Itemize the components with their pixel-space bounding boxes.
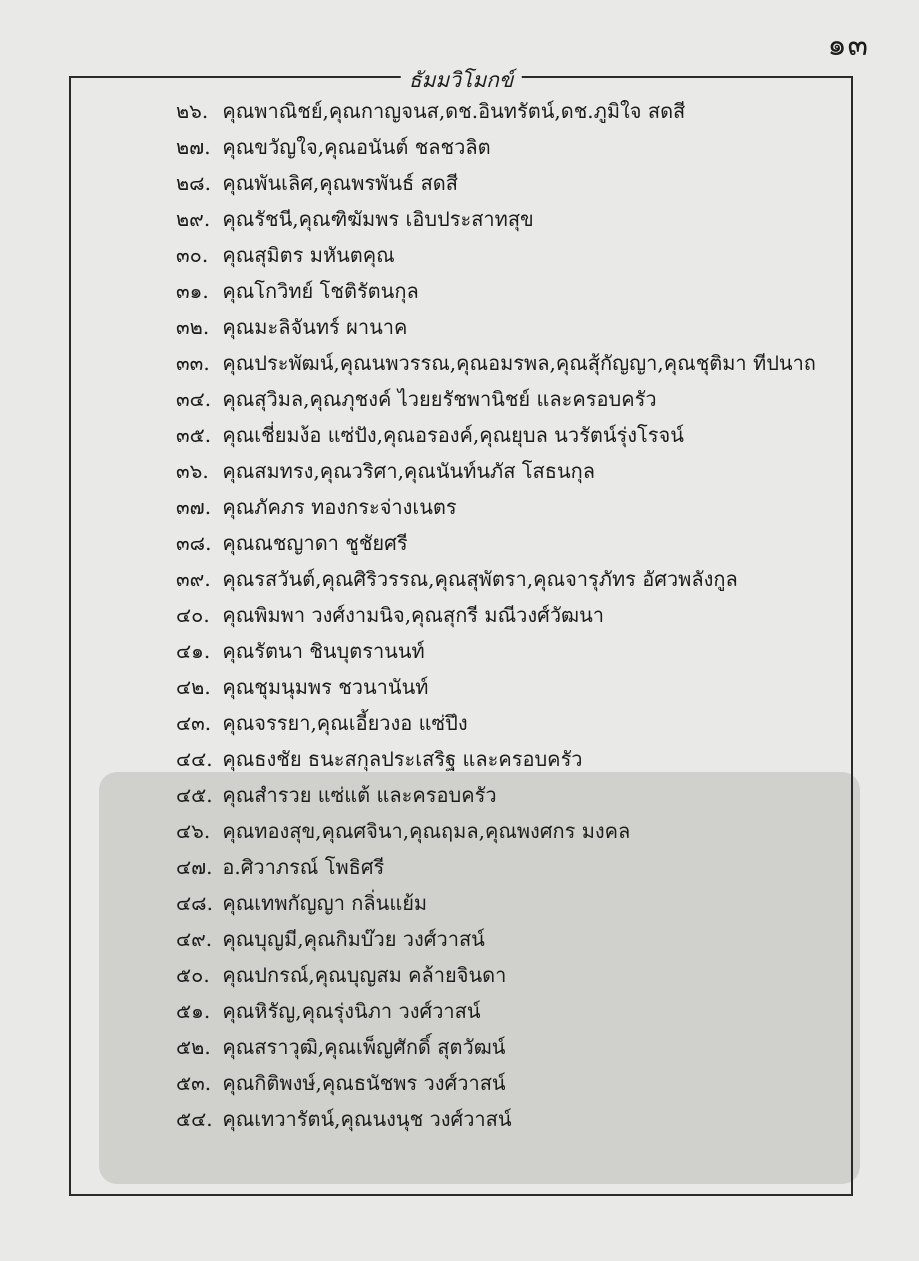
- list-item: [176, 1065, 816, 1101]
- list-item: [176, 93, 816, 129]
- item-names: คุณณชญาดา ชูชัยศรี: [222, 531, 408, 555]
- item-names: คุณรัชนี,คุณฑิฆัมพร เอิบประสาทสุข: [222, 207, 534, 231]
- item-number: ๓๘.: [176, 531, 212, 555]
- list-item: [176, 345, 816, 381]
- list-item: [176, 273, 816, 309]
- item-names: คุณสำรวย แซ่แต้ และครอบครัว: [222, 783, 497, 807]
- item-names: คุณปกรณ์,คุณบุญสม คล้ายจินดา: [222, 963, 507, 987]
- item-names: คุณบุญมี,คุณกิมบ๊วย วงศ์วาสน์: [222, 927, 485, 951]
- item-number: ๕๓.: [176, 1071, 212, 1095]
- item-number: ๔๐.: [176, 603, 210, 627]
- item-names: คุณมะลิจันทร์ ผานาค: [222, 315, 408, 339]
- item-names: คุณพันเลิศ,คุณพรพันธ์ สดสี: [222, 171, 458, 195]
- item-number: ๒๗.: [176, 135, 211, 159]
- list-item: [176, 597, 816, 633]
- item-names: คุณหิรัญ,คุณรุ่งนิภา วงศ์วาสน์: [222, 999, 481, 1023]
- item-number: ๓๔.: [176, 387, 212, 411]
- item-number: ๔๕.: [176, 783, 213, 807]
- item-names: คุณภัคภร ทองกระจ่างเนตร: [222, 495, 457, 519]
- list-item: [176, 309, 816, 345]
- list-item: [176, 381, 816, 417]
- list-item: [176, 633, 816, 669]
- list-item: [176, 741, 816, 777]
- list-item: [176, 237, 816, 273]
- list-item: [176, 921, 816, 957]
- item-number: ๕๐.: [176, 963, 210, 987]
- header-title: ธัมมวิโมกข์: [401, 64, 522, 97]
- list-item: [176, 453, 816, 489]
- list-item: [176, 561, 816, 597]
- list-item: [176, 813, 816, 849]
- page-number: ๑๓: [827, 28, 869, 63]
- item-names: คุณประพัฒน์,คุณนพวรรณ,คุณอมรพล,คุณสุ้กัญญา,คุณชุติมา ทีปนาถ: [222, 351, 816, 375]
- item-number: ๔๗.: [176, 855, 213, 879]
- item-names: คุณเทวารัตน์,คุณนงนุช วงศ์วาสน์: [222, 1107, 512, 1131]
- item-number: ๔๙.: [176, 927, 213, 951]
- list-item: [176, 777, 816, 813]
- item-number: ๒๙.: [176, 207, 211, 231]
- item-number: ๓๕.: [176, 423, 212, 447]
- item-number: ๓๐.: [176, 243, 209, 267]
- list-item: [176, 705, 816, 741]
- list-item: [176, 165, 816, 201]
- item-names: คุณจรรยา,คุณเอี้ยวงอ แซ่ปึง: [222, 711, 468, 735]
- list-item: [176, 885, 816, 921]
- list-item: [176, 849, 816, 885]
- list-item: [176, 957, 816, 993]
- item-number: ๔๔.: [176, 747, 213, 771]
- item-number: ๒๖.: [176, 99, 209, 123]
- list-item: [176, 417, 816, 453]
- item-number: ๕๔.: [176, 1107, 213, 1131]
- item-number: ๔๖.: [176, 819, 211, 843]
- item-names: คุณสมทรง,คุณวริศา,คุณนันท์นภัส โสธนกุล: [222, 459, 595, 483]
- item-number: ๔๑.: [176, 639, 211, 663]
- item-names: คุณขวัญใจ,คุณอนันต์ ชลชวลิต: [222, 135, 491, 159]
- item-number: ๕๑.: [176, 999, 211, 1023]
- item-number: ๓๗.: [176, 495, 212, 519]
- list-item: [176, 1029, 816, 1065]
- list-item: [176, 129, 816, 165]
- item-names: คุณสราวุฒิ,คุณเพ็ญศักดิ์ สุตวัฒน์: [222, 1035, 506, 1059]
- item-names: คุณทองสุข,คุณศจินา,คุณฤมล,คุณพงศกร มงคล: [222, 819, 631, 843]
- item-names: อ.ศิวาภรณ์ โพธิศรี: [222, 855, 385, 879]
- item-number: ๔๘.: [176, 891, 213, 915]
- item-names: คุณพิมพา วงศ์งามนิจ,คุณสุกรี มณีวงศ์วัฒนา: [222, 603, 605, 627]
- list-item: [176, 201, 816, 237]
- list-item: [176, 525, 816, 561]
- item-number: ๓๒.: [176, 315, 210, 339]
- item-names: คุณเทพกัญญา กลิ่นแย้ม: [222, 891, 428, 915]
- item-names: คุณเชี่ยมง้อ แซ่ปัง,คุณอรองค์,คุณยุบล นวรัตน์รุ่งโรจน์: [222, 423, 684, 447]
- item-names: คุณสุมิตร มหันตคุณ: [222, 243, 395, 267]
- list-item: [176, 993, 816, 1029]
- item-number: ๓๙.: [176, 567, 211, 591]
- item-number: ๔๒.: [176, 675, 211, 699]
- list-item: [176, 1101, 816, 1137]
- item-names: คุณโกวิทย์ โชติรัตนกุล: [222, 279, 419, 303]
- item-number: ๔๓.: [176, 711, 212, 735]
- item-number: ๓๑.: [176, 279, 209, 303]
- item-names: คุณรัตนา ชินบุตรานนท์: [222, 639, 425, 663]
- item-number: ๓๓.: [176, 351, 210, 375]
- item-names: คุณรสวันต์,คุณศิริวรรณ,คุณสุพัตรา,คุณจารุภัทร อัศวพลังกูล: [222, 567, 738, 591]
- item-names: คุณพาณิชย์,คุณกาญจนส,ดช.อินทรัตน์,ดช.ภูมิใจ สดสี: [222, 99, 686, 123]
- item-names: คุณชุมนุมพร ชวนานันท์: [222, 675, 429, 699]
- item-names: คุณกิติพงษ์,คุณธนัชพร วงศ์วาสน์: [222, 1071, 506, 1095]
- item-number: ๒๘.: [176, 171, 211, 195]
- item-names: คุณธงชัย ธนะสกุลประเสริฐ และครอบครัว: [222, 747, 583, 771]
- item-number: ๕๒.: [176, 1035, 211, 1059]
- item-names: คุณสุวิมล,คุณภุชงค์ ไวยยรัชพานิชย์ และครอบครัว: [222, 387, 657, 411]
- item-number: ๓๖.: [176, 459, 209, 483]
- donor-name-list: [176, 93, 816, 1137]
- list-item: [176, 669, 816, 705]
- list-item: [176, 489, 816, 525]
